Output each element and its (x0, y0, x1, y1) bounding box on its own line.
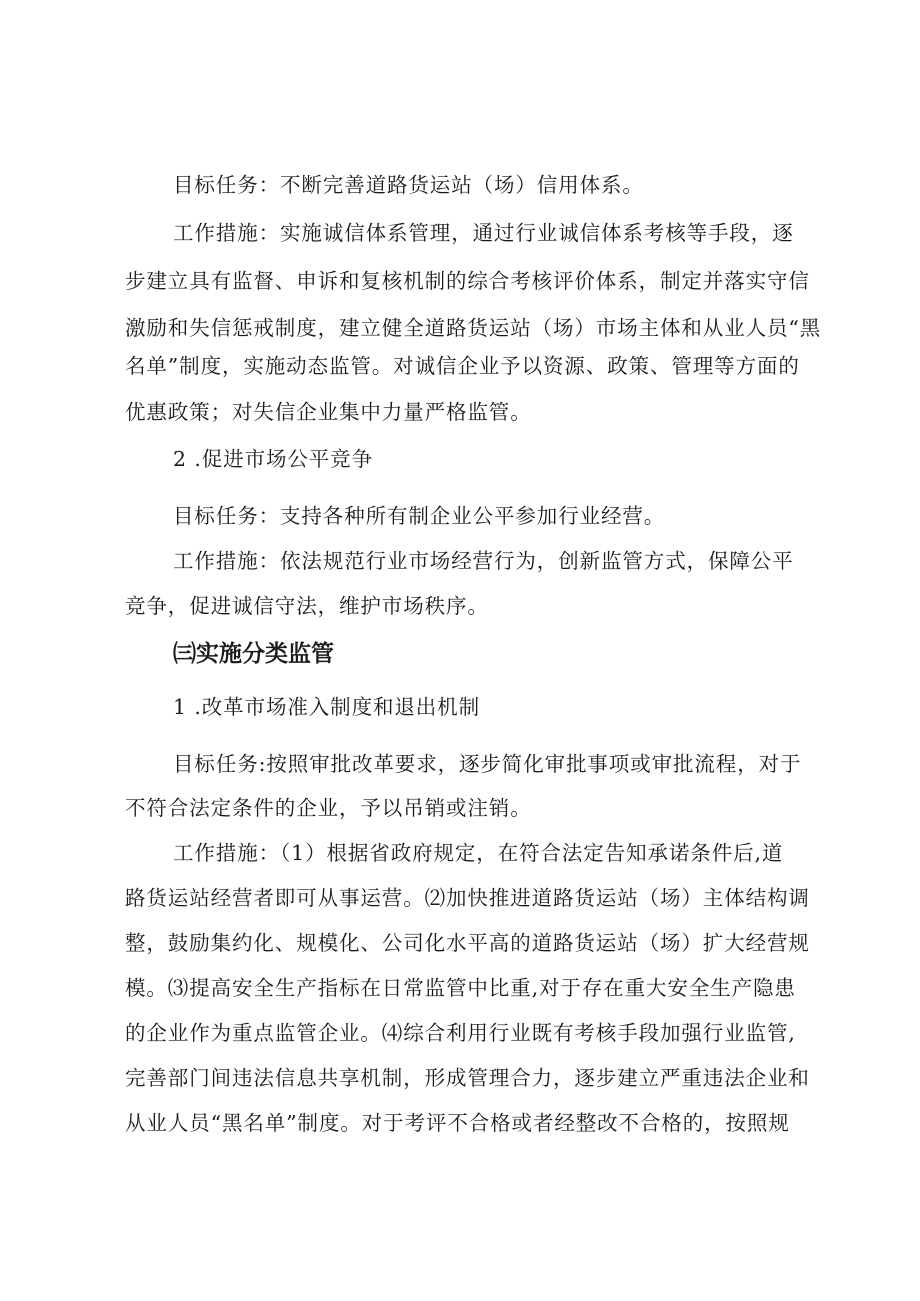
market-access-measures-line-1: 工作措施：（1）根据省政府规定，在符合法定告知承诺条件后,道 (173, 841, 784, 865)
subheading-fair-competition: 2 .促进市场公平竞争 (173, 447, 373, 471)
market-access-measures-line-6: 完善部门间违法信息共享机制，形成管理合力，逐步建立严重违法企业和 (125, 1066, 810, 1090)
fair-competition-measures-line-1: 工作措施：依法规范行业市场经营行为，创新监管方式，保障公平 (173, 549, 794, 573)
credit-system-goal-line-1: 目标任务：不断完善道路货运站（场）信用体系。 (173, 173, 644, 197)
market-access-measures-line-4: 模。⑶提高安全生产指标在日常监管中比重,对于存在重大安全生产隐患 (125, 976, 796, 1000)
market-access-goal-line-1: 目标任务:按照审批改革要求，逐步简化审批事项或审批流程，对于 (173, 752, 802, 776)
credit-system-measures-line-5: 优惠政策；对失信企业集中力量严格监管。 (125, 400, 532, 424)
market-access-measures-line-3: 整，鼓励集约化、规模化、公司化水平高的道路货运站（场）扩大经营规 (125, 931, 810, 955)
credit-system-measures-line-3: 激励和失信惩戒制度，建立健全道路货运站（场）市场主体和从业人员“黑 (125, 316, 822, 340)
credit-system-measures-line-1: 工作措施：实施诚信体系管理，通过行业诚信体系考核等手段，逐 (173, 221, 794, 245)
fair-competition-goal-line-1: 目标任务：支持各种所有制企业公平参加行业经营。 (173, 504, 666, 528)
section-heading-classified-supervision: ㈢实施分类监管 (173, 641, 334, 667)
market-access-measures-line-2: 路货运站经营者即可从事运营。⑵加快推进道路货运站（场）主体结构调 (125, 886, 810, 910)
market-access-goal-line-2: 不符合法定条件的企业，予以吊销或注销。 (125, 796, 532, 820)
credit-system-measures-line-4: 名单”制度，实施动态监管。对诚信企业予以资源、政策、管理等方面的 (125, 354, 800, 378)
market-access-measures-line-5: 的企业作为重点监管企业。⑷综合利用行业既有考核手段加强行业监管, (125, 1021, 796, 1045)
credit-system-measures-line-2: 步建立具有监督、申诉和复核机制的综合考核评价体系，制定并落实守信 (125, 269, 810, 293)
subheading-market-access: 1 .改革市场准入制度和退出机制 (173, 695, 480, 719)
market-access-measures-line-7: 从业人员“黑名单”制度。对于考评不合格或者经整改不合格的，按照规 (125, 1111, 790, 1135)
fair-competition-measures-line-2: 竞争，促进诚信守法，维护市场秩序。 (125, 594, 489, 618)
